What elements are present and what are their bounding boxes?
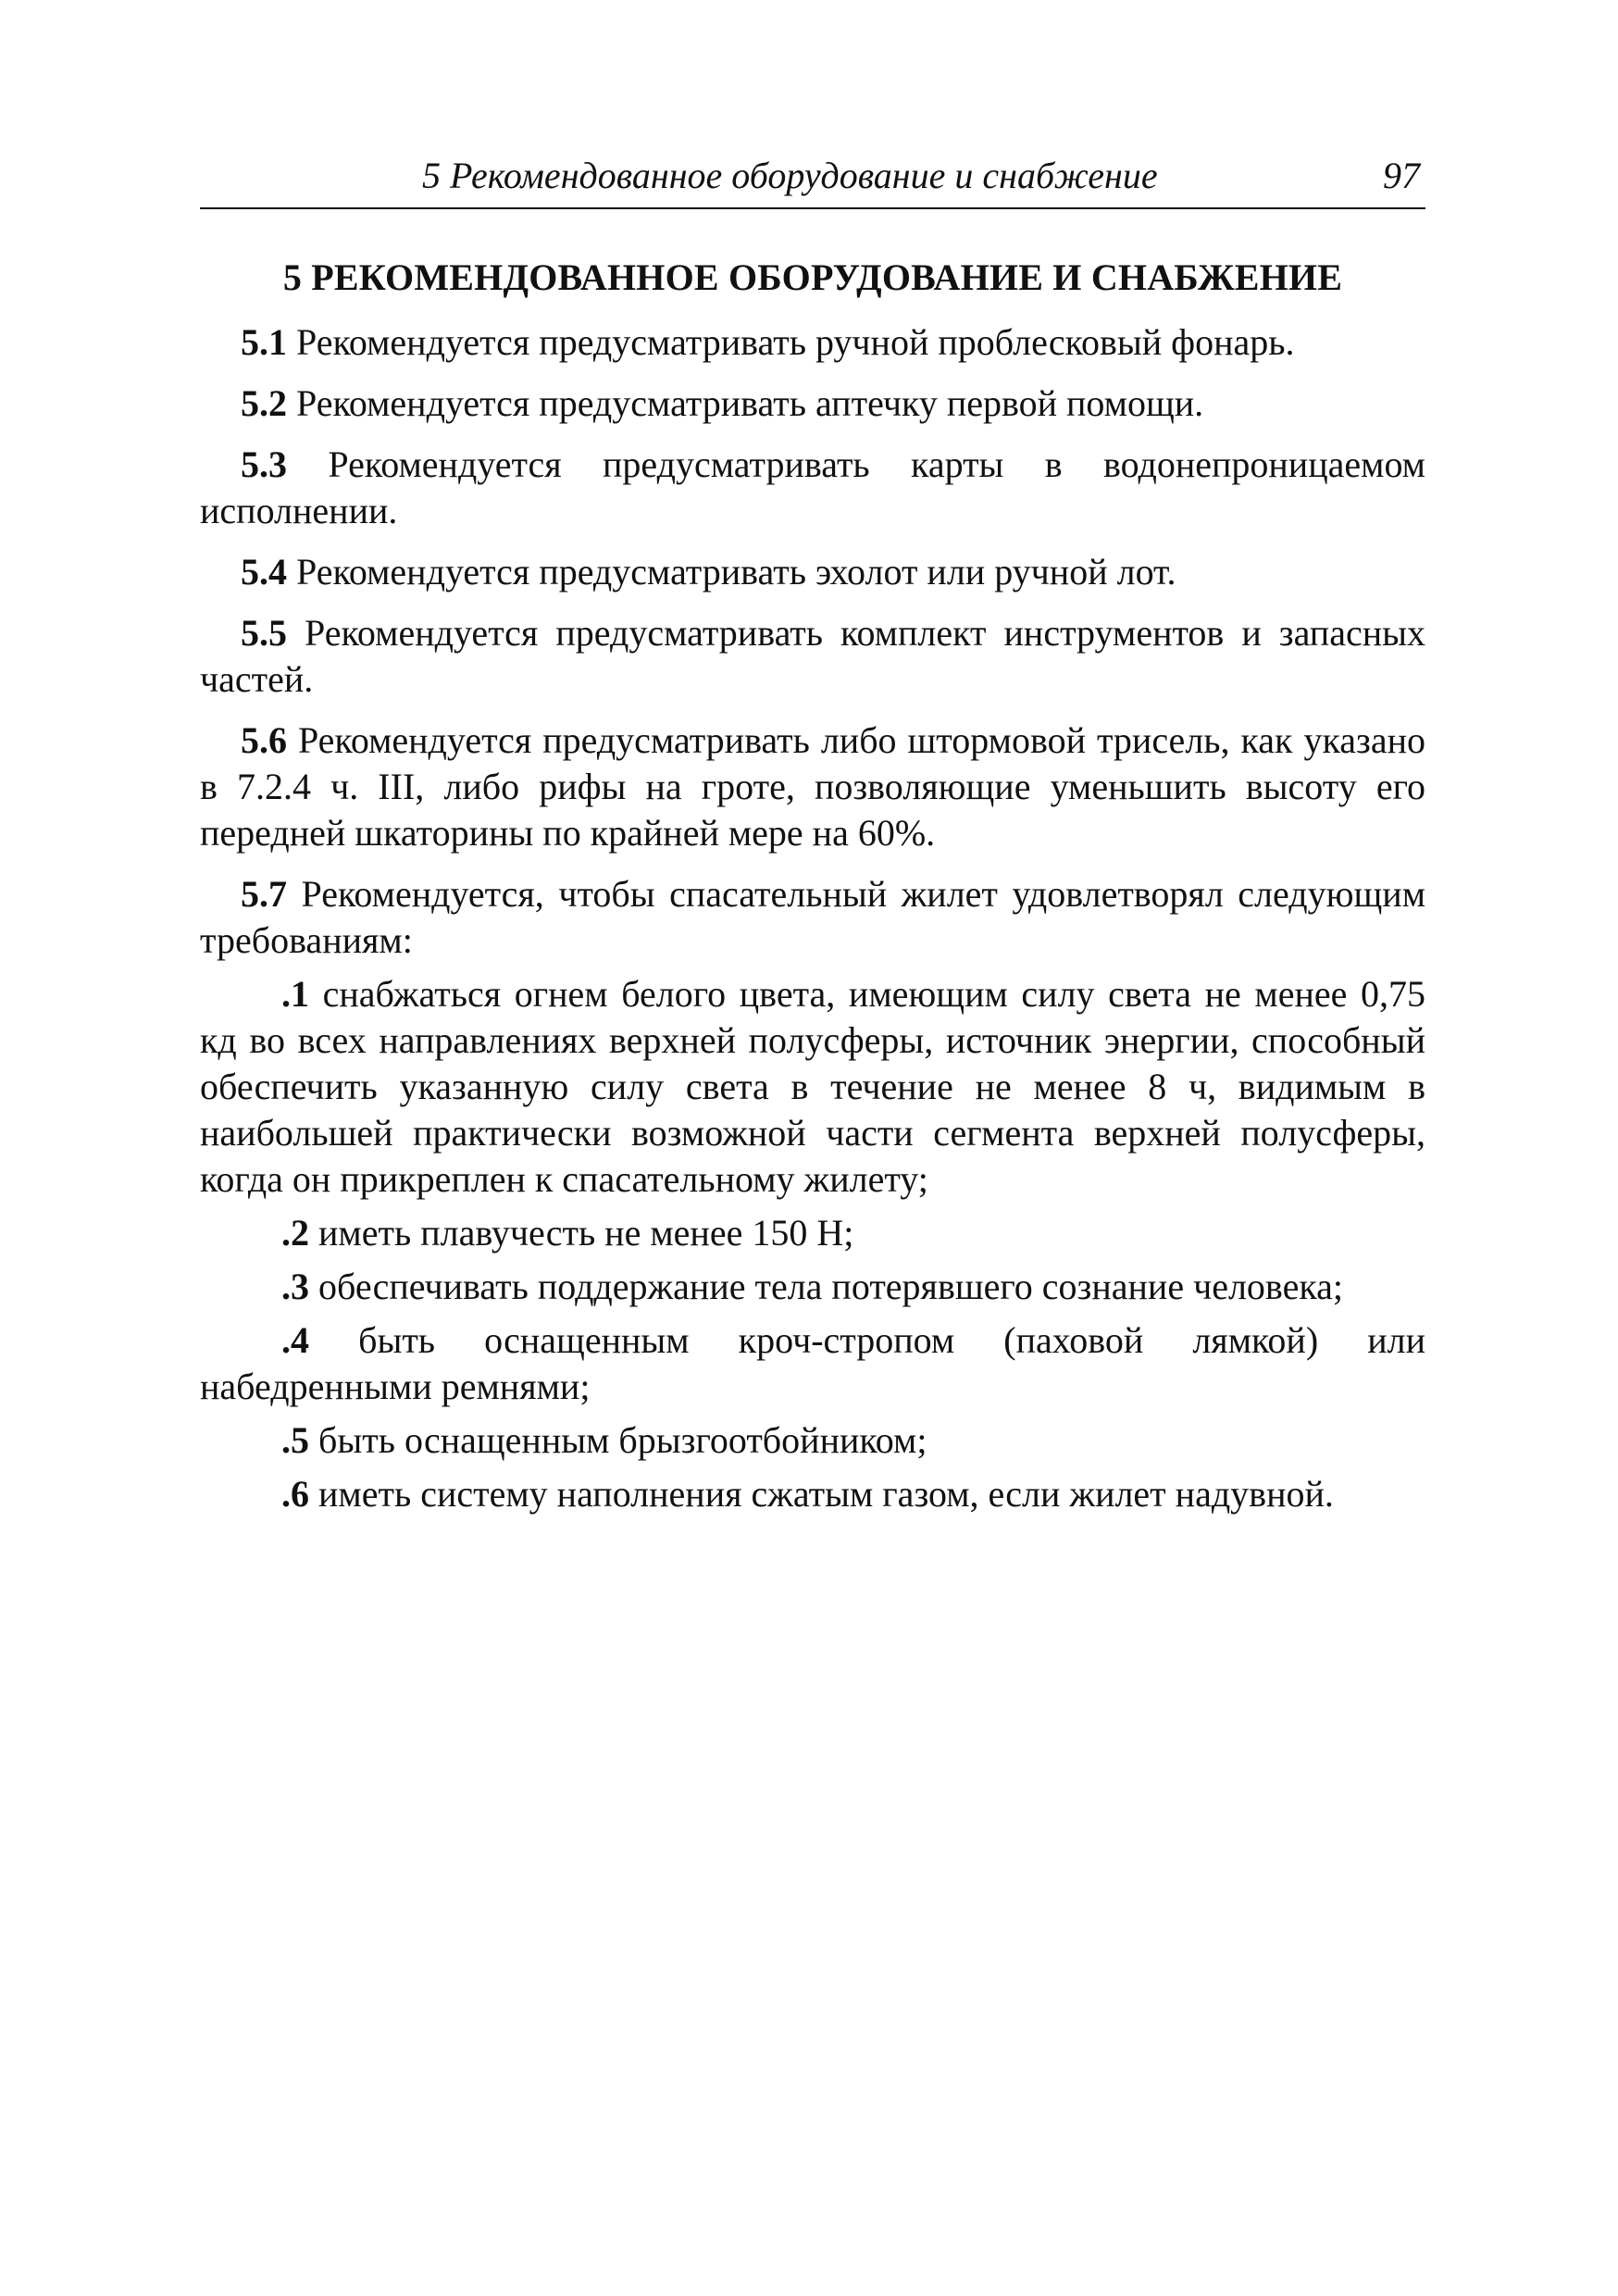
paragraph-text: Рекомендуется предусматривать либо штормовой трисель, как указано в 7.2.4 ч. III, либо рифы на гроте, позволяющие уменьшить высоту его передней шкаторины по крайней мере на 60%. [200,719,1425,854]
subitem-number: .5 [281,1419,309,1461]
paragraph-number: 5.7 [241,873,287,915]
subitem-number: .4 [281,1319,309,1361]
paragraph-5-7 [200,871,1425,964]
paragraph-5-1 [200,319,1425,366]
paragraph-text: Рекомендуется предусматривать ручной проблесковый фонарь. [287,321,1295,363]
page-number: 97 [1383,155,1420,196]
subitem-text: быть оснащенным брызгоотбойником; [309,1419,927,1461]
subitem-text: иметь систему наполнения сжатым газом, если жилет надувной. [309,1473,1334,1515]
paragraph-5-3 [200,442,1425,534]
subitem-number: .1 [281,973,309,1015]
paragraph-number: 5.6 [241,719,287,761]
paragraph-number: 5.3 [241,443,287,485]
paragraph-number: 5.5 [241,612,287,654]
paragraph-5-5 [200,610,1425,703]
subitem-6 [200,1471,1425,1517]
paragraph-number: 5.2 [241,382,287,424]
subitem-5 [200,1417,1425,1464]
paragraph-text: Рекомендуется предусматривать комплект инструментов и запасных частей. [200,612,1425,700]
subitem-text: иметь плавучесть не менее 150 Н; [309,1212,854,1254]
paragraph-number: 5.1 [241,321,287,363]
section-heading: 5 РЕКОМЕНДОВАННОЕ ОБОРУДОВАНИЕ И СНАБЖЕНИЕ [282,256,1343,298]
paragraph-text: Рекомендуется предусматривать карты в водонепроницаемом исполнении. [200,443,1425,531]
subitem-2 [200,1210,1425,1256]
paragraph-5-2 [200,381,1425,427]
paragraph-5-4 [200,549,1425,595]
paragraph-text: Рекомендуется предусматривать эхолот или ручной лот. [287,551,1176,593]
subitem-3 [200,1264,1425,1310]
subitem-text: быть оснащенным кроч-стропом (паховой лямкой) или набедренными ремнями; [200,1319,1425,1407]
subitem-number: .2 [281,1212,309,1254]
paragraph-text: Рекомендуется предусматривать аптечку первой помощи. [287,382,1204,424]
subitem-text: обеспечивать поддержание тела потерявшего сознание человека; [309,1266,1344,1307]
running-title: 5 Рекомендованное оборудование и снабжение [422,155,1158,196]
subitem-1 [200,971,1425,1203]
subitem-number: .6 [281,1473,309,1515]
subitem-text: снабжаться огнем белого цвета, имеющим силу света не менее 0,75 кд во всех направлениях верхней полусферы, источник энергии, способный обеспечить указанную силу света в течение не менее 8 ч, видимым в наибольшей практически возможной части сегмента верхней полусферы, когда он прикреплен к спасательному жилету; [200,973,1425,1200]
paragraph-5-6 [200,718,1425,856]
subitem-number: .3 [281,1266,309,1307]
running-header [200,148,1425,209]
subitem-4 [200,1317,1425,1410]
document-page [200,148,1425,1525]
paragraph-number: 5.4 [241,551,287,593]
paragraph-text: Рекомендуется, чтобы спасательный жилет удовлетворял следующим требованиям: [200,873,1425,961]
